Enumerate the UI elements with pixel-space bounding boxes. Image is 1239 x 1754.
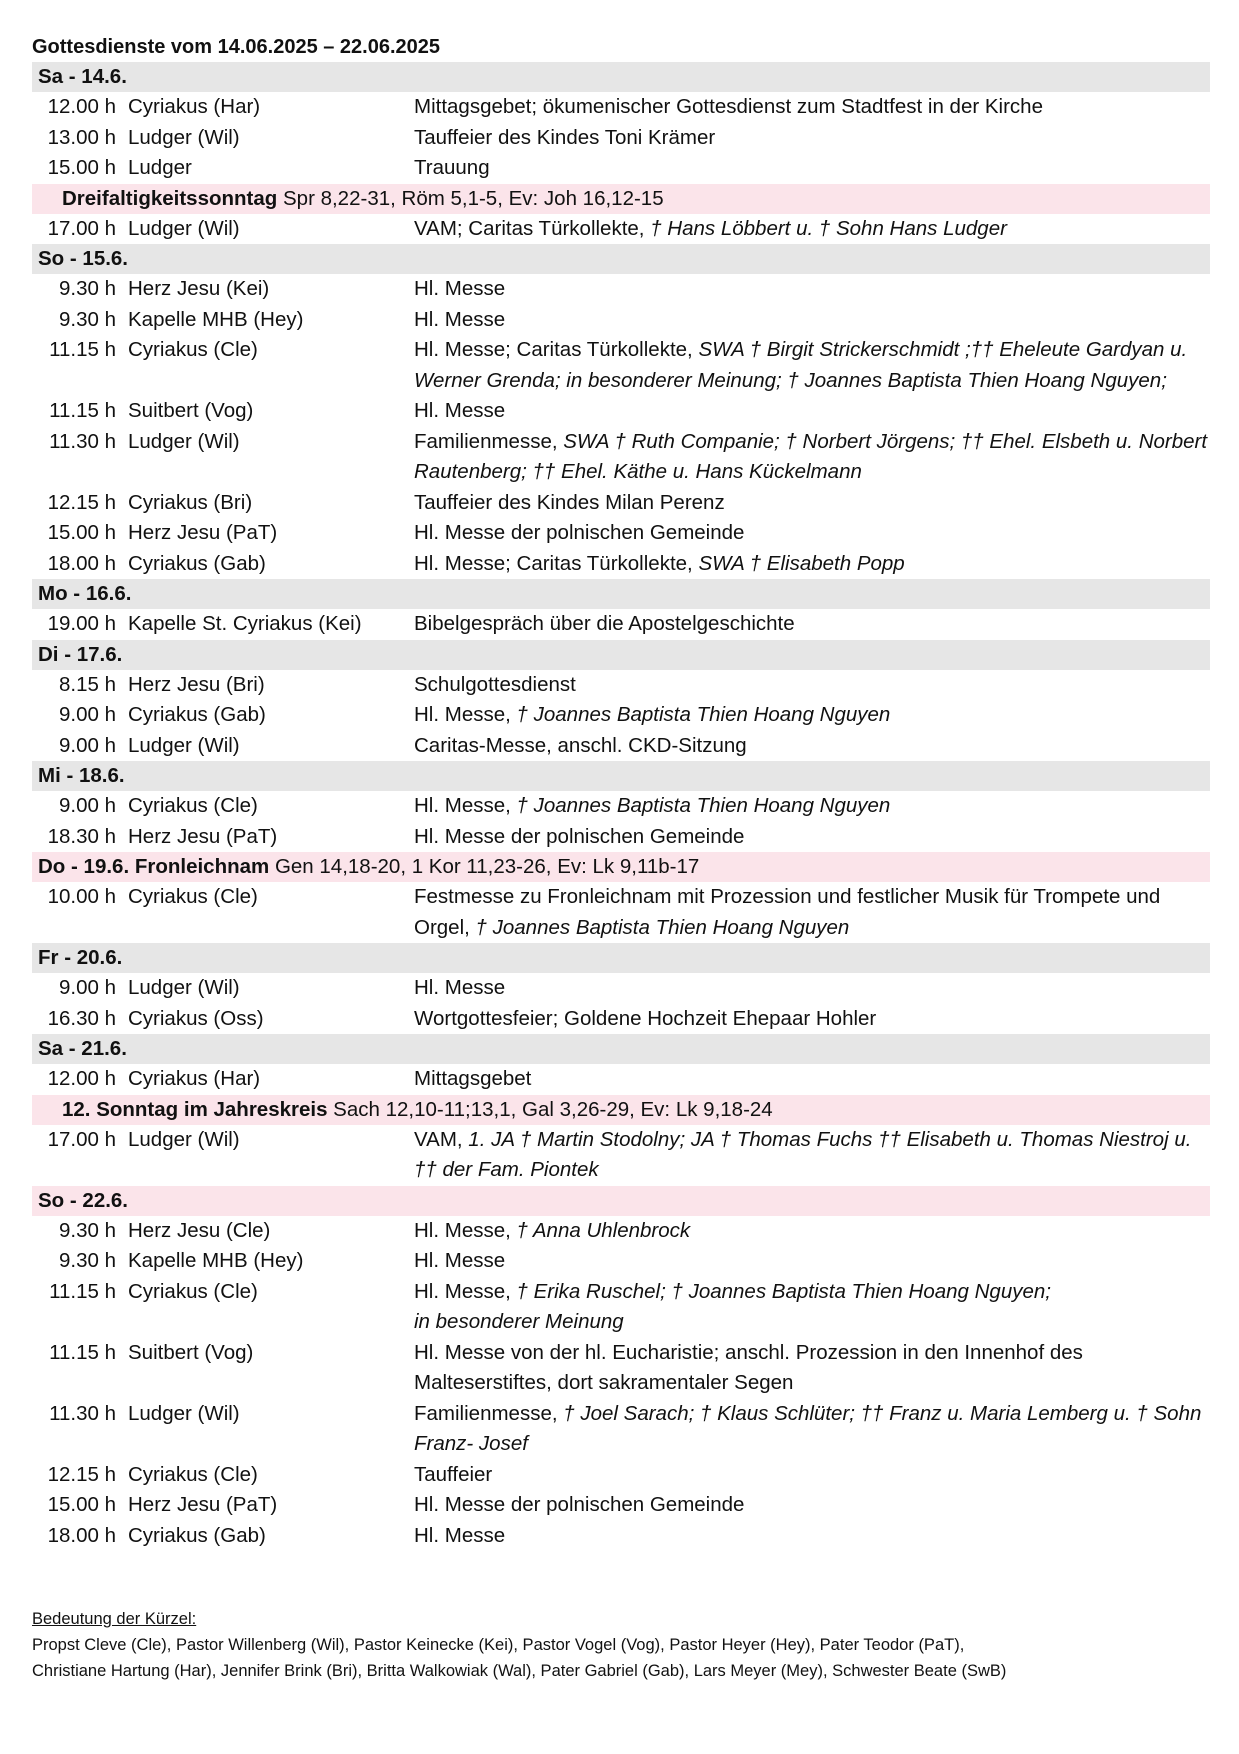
service-text: Tauffeier des Kindes Toni Krämer — [414, 125, 716, 149]
service-row — [32, 335, 1210, 396]
legend-line: Propst Cleve (Cle), Pastor Willenberg (Wil), Pastor Keinecke (Kei), Pastor Vogel (Vog), Pastor Heyer (Hey), Pater Teodor (PaT), — [32, 1636, 965, 1654]
intention-text: † Joel Sarach; † Klaus Schlüter; †† Franz u. Maria Lemberg u. † Sohn Franz- Josef — [414, 1401, 1202, 1455]
service-description — [414, 335, 1210, 396]
feast-header — [32, 1095, 1210, 1125]
service-time: 12.00 h — [47, 1067, 116, 1090]
service-time: 11.15 h — [49, 1340, 116, 1364]
service-text: Hl. Messe der polnischen Gemeinde — [414, 824, 745, 848]
service-location: Cyriakus (Gab) — [128, 1523, 266, 1547]
day-header: Sa - 21.6. — [32, 1034, 1210, 1064]
service-time: 15.00 h — [47, 156, 116, 179]
service-description — [414, 1521, 1210, 1552]
intention-text: SWA † Elisabeth Popp — [698, 551, 905, 575]
day-header: So - 22.6. — [32, 1186, 1210, 1216]
service-text: Hl. Messe — [414, 1523, 506, 1547]
service-row — [32, 518, 1210, 549]
service-location: Cyriakus (Har) — [128, 1067, 261, 1090]
service-text: Trauung — [414, 156, 490, 179]
service-location: Ludger (Wil) — [128, 1401, 240, 1425]
service-description — [414, 973, 1210, 1004]
intention-text: SWA † Birgit Strickerschmidt ;†† Eheleute Gardyan u. Werner Grenda; in besonderer Meinung; † Joannes Baptista Thien Hoang Nguyen; — [414, 338, 1188, 392]
service-location: Cyriakus (Cle) — [128, 794, 258, 817]
service-location: Kapelle MHB (Hey) — [128, 1249, 304, 1272]
service-text: Hl. Messe der polnischen Gemeinde — [414, 1493, 745, 1516]
service-description — [414, 1004, 1210, 1035]
service-description — [414, 427, 1210, 488]
service-time: 13.00 h — [47, 125, 116, 149]
service-row — [32, 882, 1210, 943]
service-text: Mittagsgebet — [414, 1067, 532, 1090]
service-description — [414, 1460, 1210, 1491]
service-time: 18.00 h — [47, 1523, 116, 1547]
page-title: Gottesdienste vom 14.06.2025 – 22.06.2025 — [32, 36, 441, 58]
service-description — [414, 488, 1210, 519]
service-description — [414, 700, 1210, 731]
day-header: So - 15.6. — [32, 244, 1210, 274]
service-time: 9.30 h — [59, 1249, 116, 1272]
service-row — [32, 1460, 1210, 1491]
service-text: VAM; Caritas Türkollekte, — [414, 216, 651, 240]
service-text: Hl. Messe, — [414, 1218, 517, 1242]
service-location: Cyriakus (Cle) — [128, 1279, 258, 1303]
service-location: Ludger (Wil) — [128, 976, 240, 999]
service-row — [32, 1216, 1210, 1247]
abbreviation-legend — [32, 1606, 1006, 1684]
feast-readings: Gen 14,18-20, 1 Kor 11,23-26, Ev: Lk 9,11b-17 — [269, 855, 700, 878]
service-location: Ludger (Wil) — [128, 1127, 240, 1151]
service-time: 15.00 h — [47, 521, 116, 544]
service-description — [414, 305, 1210, 336]
service-description — [414, 1399, 1210, 1460]
day-header: Sa - 14.6. — [32, 62, 1210, 92]
service-description — [414, 1216, 1210, 1247]
service-row — [32, 791, 1210, 822]
service-row — [32, 700, 1210, 731]
service-row — [32, 1125, 1210, 1186]
service-text: Tauffeier des Kindes Milan Perenz — [414, 490, 725, 514]
service-row — [32, 214, 1210, 245]
service-row — [32, 305, 1210, 336]
service-time: 9.30 h — [59, 307, 116, 331]
service-location: Cyriakus (Cle) — [128, 1462, 258, 1486]
service-location: Ludger — [128, 156, 192, 179]
service-schedule — [32, 62, 1210, 1551]
service-text: Hl. Messe; Caritas Türkollekte, — [414, 551, 699, 575]
service-row — [32, 973, 1210, 1004]
service-time: 9.00 h — [59, 703, 116, 726]
day-header: Mo - 16.6. — [32, 579, 1210, 609]
service-row — [32, 1064, 1210, 1095]
service-description — [414, 549, 1210, 580]
service-description — [414, 396, 1210, 427]
service-location: Cyriakus (Gab) — [128, 551, 266, 575]
service-location: Ludger (Wil) — [128, 216, 240, 240]
service-description — [414, 882, 1210, 943]
service-description — [414, 518, 1210, 549]
service-text: Hl. Messe, — [414, 703, 517, 726]
service-text: Mittagsgebet; ökumenischer Gottesdienst zum Stadtfest in der Kirche — [414, 95, 1043, 118]
service-text: Wortgottesfeier; Goldene Hochzeit Ehepaar Hohler — [414, 1006, 877, 1030]
service-row — [32, 92, 1210, 123]
feast-readings: Spr 8,22-31, Röm 5,1-5, Ev: Joh 16,12-15 — [277, 186, 664, 210]
service-description — [414, 1277, 1210, 1338]
service-time: 9.00 h — [59, 794, 116, 817]
service-time: 11.15 h — [49, 1279, 116, 1303]
service-location: Cyriakus (Oss) — [128, 1006, 264, 1030]
service-description — [414, 609, 1210, 640]
service-time: 19.00 h — [47, 612, 116, 635]
service-row — [32, 1277, 1210, 1338]
service-row — [32, 549, 1210, 580]
service-time: 10.00 h — [47, 885, 116, 908]
service-text: VAM, — [414, 1127, 469, 1151]
service-description — [414, 1490, 1210, 1521]
service-time: 11.30 h — [49, 429, 116, 453]
service-time: 11.15 h — [49, 338, 116, 361]
intention-text: † Joannes Baptista Thien Hoang Nguyen — [475, 915, 850, 939]
service-row — [32, 427, 1210, 488]
service-time: 12.00 h — [47, 95, 116, 118]
service-time: 16.30 h — [47, 1006, 116, 1030]
day-header: Di - 17.6. — [32, 640, 1210, 670]
service-location: Cyriakus (Cle) — [128, 885, 258, 908]
service-location: Herz Jesu (Bri) — [128, 672, 265, 696]
service-time: 18.30 h — [47, 824, 116, 848]
feast-name: 12. Sonntag im Jahreskreis — [62, 1097, 328, 1121]
service-row — [32, 1521, 1210, 1552]
service-description — [414, 822, 1210, 853]
service-text: Hl. Messe; Caritas Türkollekte, — [414, 338, 699, 361]
service-time: 11.15 h — [49, 399, 116, 422]
feast-name: Dreifaltigkeitssonntag — [62, 186, 278, 210]
legend-heading: Bedeutung der Kürzel: — [32, 1610, 197, 1628]
intention-text: † Erika Ruschel; † Joannes Baptista Thien Hoang Nguyen; — [516, 1279, 1051, 1303]
service-text: Hl. Messe — [414, 399, 506, 422]
service-row — [32, 1338, 1210, 1399]
service-description — [414, 670, 1210, 701]
service-location: Suitbert (Vog) — [128, 1340, 254, 1364]
service-text: Tauffeier — [414, 1462, 493, 1486]
service-text: Hl. Messe, — [414, 794, 517, 817]
feast-header — [32, 184, 1210, 214]
service-row — [32, 123, 1210, 154]
service-text: Hl. Messe von der hl. Eucharistie; anschl. Prozession in den Innenhof des Malteserstiftes, dort sakramentaler Segen — [414, 1340, 1083, 1394]
service-row — [32, 274, 1210, 305]
service-row — [32, 1246, 1210, 1277]
service-location: Herz Jesu (Kei) — [128, 277, 270, 300]
service-time: 15.00 h — [47, 1493, 116, 1516]
intention-text: † Joannes Baptista Thien Hoang Nguyen — [516, 703, 891, 726]
service-text: Hl. Messe — [414, 1249, 506, 1272]
service-description — [414, 274, 1210, 305]
service-row — [32, 1490, 1210, 1521]
service-time: 9.30 h — [59, 1218, 116, 1242]
day-header: Fr - 20.6. — [32, 943, 1210, 973]
intention-text: SWA † Ruth Companie; † Norbert Jörgens; †† Ehel. Elsbeth u. Norbert Rautenberg; †† Ehel. Käthe u. Hans Kückelmann — [414, 429, 1208, 483]
service-description — [414, 153, 1210, 184]
service-text: Hl. Messe — [414, 277, 506, 300]
service-text: Familienmesse, — [414, 429, 564, 453]
service-row — [32, 1004, 1210, 1035]
intention-text: † Joannes Baptista Thien Hoang Nguyen — [516, 794, 891, 817]
service-location: Herz Jesu (PaT) — [128, 521, 278, 544]
service-description — [414, 1338, 1210, 1399]
service-text: Bibelgespräch über die Apostelgeschichte — [414, 612, 795, 635]
service-text: Caritas-Messe, anschl. CKD-Sitzung — [414, 733, 747, 757]
service-text: Schulgottesdienst — [414, 672, 576, 696]
service-location: Herz Jesu (PaT) — [128, 824, 278, 848]
service-location: Herz Jesu (PaT) — [128, 1493, 278, 1516]
service-row — [32, 670, 1210, 701]
service-location: Kapelle St. Cyriakus (Kei) — [128, 612, 362, 635]
service-row — [32, 1399, 1210, 1460]
service-row — [32, 822, 1210, 853]
service-row — [32, 731, 1210, 762]
feast-name: Do - 19.6. Fronleichnam — [38, 855, 270, 878]
service-location: Suitbert (Vog) — [128, 399, 254, 422]
service-text: Familienmesse, — [414, 1401, 564, 1425]
service-location: Herz Jesu (Cle) — [128, 1218, 271, 1242]
service-time: 17.00 h — [47, 216, 116, 240]
service-description — [414, 1125, 1210, 1186]
service-location: Cyriakus (Gab) — [128, 703, 266, 726]
service-location: Ludger (Wil) — [128, 125, 240, 149]
service-description — [414, 92, 1210, 123]
service-location: Ludger (Wil) — [128, 733, 240, 757]
service-location: Cyriakus (Bri) — [128, 490, 253, 514]
service-row — [32, 488, 1210, 519]
service-time: 9.00 h — [59, 733, 116, 757]
service-description — [414, 1064, 1210, 1095]
service-description — [414, 123, 1210, 154]
feast-header — [32, 852, 1210, 882]
service-description — [414, 214, 1210, 245]
service-text: Hl. Messe — [414, 976, 506, 999]
feast-readings: Sach 12,10-11;13,1, Gal 3,26-29, Ev: Lk 9,18-24 — [327, 1097, 773, 1121]
service-time: 9.00 h — [59, 976, 116, 999]
intention-text: † Anna Uhlenbrock — [516, 1218, 691, 1242]
intention-text: 1. JA † Martin Stodolny; JA † Thomas Fuchs †† Elisabeth u. Thomas Niestroj u. †† der Fam. Piontek — [414, 1127, 1192, 1181]
service-time: 8.15 h — [59, 672, 116, 696]
service-row — [32, 396, 1210, 427]
service-description — [414, 791, 1210, 822]
service-time: 12.15 h — [47, 490, 116, 514]
legend-line: Christiane Hartung (Har), Jennifer Brink (Bri), Britta Walkowiak (Wal), Pater Gabriel (Gab), Lars Meyer (Mey), Schwester Beate (SwB) — [32, 1662, 1007, 1680]
service-location: Cyriakus (Har) — [128, 95, 261, 118]
service-description — [414, 731, 1210, 762]
service-text: Hl. Messe, — [414, 1279, 517, 1303]
service-location: Ludger (Wil) — [128, 429, 240, 453]
service-description — [414, 1246, 1210, 1277]
service-location: Cyriakus (Cle) — [128, 338, 258, 361]
service-time: 17.00 h — [47, 1127, 116, 1151]
service-text: Festmesse zu Fronleichnam mit Prozession und festlicher Musik für Trompete und Orgel, — [414, 885, 1161, 939]
service-text: Hl. Messe — [414, 307, 506, 331]
day-header: Mi - 18.6. — [32, 761, 1210, 791]
intention-text: † Hans Löbbert u. † Sohn Hans Ludger — [650, 216, 1007, 240]
service-time: 12.15 h — [47, 1462, 116, 1486]
intention-text: in besonderer Meinung — [414, 1310, 624, 1333]
service-time: 18.00 h — [47, 551, 116, 575]
service-text: Hl. Messe der polnischen Gemeinde — [414, 521, 745, 544]
service-row — [32, 609, 1210, 640]
service-time: 11.30 h — [49, 1401, 116, 1425]
service-row — [32, 153, 1210, 184]
service-time: 9.30 h — [59, 277, 116, 300]
service-location: Kapelle MHB (Hey) — [128, 307, 304, 331]
